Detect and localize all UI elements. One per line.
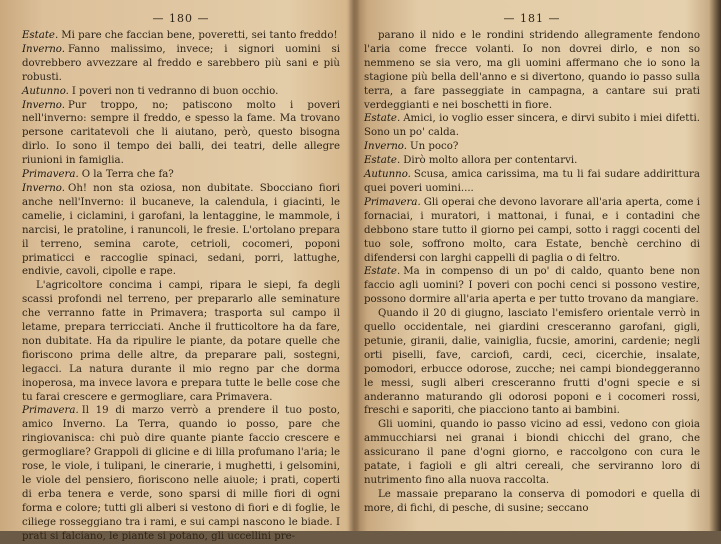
page-body xyxy=(22,29,340,544)
dialogue-paragraph xyxy=(22,168,340,182)
dialogue-paragraph xyxy=(22,29,340,43)
paragraph-text: parano il nido e le rondini stridendo allegramente fendono l'aria come frecce volanti. Io non dovrei dirlo, e non so nemmeno se sia vero, ma gli uomini affermano che io sono la stagione più bella dell'anno e si divertono, quando io passo sulla terra, a fare passeggiate in campagna, a cantare sui prati verdeggianti e nei boschetti in fiore. xyxy=(364,30,700,111)
speaker-name: Autunno. xyxy=(22,85,69,97)
paragraph-text: O la Terra che fa? xyxy=(81,169,174,181)
paragraph-text: Le massaie preparano la conserva di pomodori e quella di more, di fichi, di pesche, di susine; seccano xyxy=(364,488,700,514)
speaker-name: Estate. xyxy=(364,155,401,167)
dialogue-paragraph xyxy=(364,196,700,266)
paragraph-text: Dirò molto allora per contentarvi. xyxy=(403,155,578,167)
paragraph-text: Gli uomini, quando io passo vicino ad essi, vedono con gioia ammucchiarsi nei granai i biondi chicchi del grano, che assicurano il pane d'ogni giorno, e raccolgono con cura le patate, i fagioli e gli altri cereali, che serviranno loro di nutrimento fino alla nuova raccolta. xyxy=(364,419,700,486)
prose-paragraph xyxy=(364,307,700,418)
dialogue-paragraph xyxy=(22,99,340,169)
speaker-name: Primavera. xyxy=(22,169,79,181)
paragraph-text: Fanno malissimo, invece; i signori uomini si dovrebbero avvezzare al freddo e sarebbero più sani e più robusti. xyxy=(22,43,340,83)
paragraph-text: Gli operai che devono lavorare all'aria aperta, come i fornaciai, i muratori, i mattonai, i funai, e i contadini che debbono stare tutto il giorno pei campi, sotto i raggi cocenti del tuo sole, soffrono molto, cara Estate, benchè cerchino di difendersi con larghi cappelli di paglia o di feltro. xyxy=(364,196,700,264)
paragraph-text: L'agricoltore concima i campi, ripara le siepi, fa degli scassi profondi nel terreno, per prepararlo alle seminature che verranno fatte in Primavera; trasporta sul campo il letame, prepara terricciati. Anche il frutticoltore ha da fare, non dubitate. Ha da ripulire le piante, da potare quelle che fioriscono prima delle altre, da preparare pali, sostegni, legacci. La natura durante il mio regno par che dorma inoperosa, ma invece lavora e prepara tutte le belle cose che tu farai crescere e germogliare, cara Primavera. xyxy=(22,280,340,403)
dialogue-paragraph xyxy=(364,112,700,140)
prose-paragraph xyxy=(22,279,340,404)
dialogue-paragraph xyxy=(22,85,340,99)
paragraph-text: Amici, io voglio esser sincera, e dirvi subito i miei difetti. Sono un po' calda. xyxy=(364,113,700,139)
speaker-name: Primavera. xyxy=(364,196,421,208)
page-body xyxy=(364,29,700,516)
speaker-name: Inverno. xyxy=(22,182,65,194)
prose-paragraph xyxy=(364,29,700,112)
paragraph-text: Quando il 20 di giugno, lasciato l'emisfero orientale verrò in quello occidentale, nei giardini cresceranno garofani, gigli, petunie, giranii, dalie, vainiglia, fucsie, amorini, cardenie; negli orti piselli, fave, carciofi, cardi, ceci, cicerchie, insalate, pomodori, erbucce odorose, zucche; nei campi biondeggeranno le messi, sugli alberi cresceranno frutti d'ogni specie e si anderanno maturando gli odorosi poponi e i cocomeri rossi, freschi e saporiti, che piacciono tanto ai bambini. xyxy=(364,308,700,417)
speaker-name: Inverno. xyxy=(22,99,65,111)
speaker-name: Estate. xyxy=(22,30,59,41)
paragraph-text: Il 19 di marzo verrò a prendere il tuo posto, amico Inverno. La Terra, quando io posso, pare che ringiovanisca: chi può dire quante piante faccio crescere e germogliare? Grappoli di glicine e di lilla profumano l'aria; le rose, le viole, i tulipani, le cinerarie, i mughetti, i gelsomini, le viole del pensiero, fioriscono nelle aiuole; i prati, coperti di erba tenera e verde, sono sparsi di mille fiori di ogni forma e colore; tutti gli alberi si vestono di fiori e di foglie, le ciliege rosseggiano tra i rami, e sui campi nascono le biade. I prati si falciano, le piante si potano, gli uccellini pre- xyxy=(22,405,340,542)
paragraph-text: Mi pare che faccian bene, poveretti, sei tanto freddo! xyxy=(61,30,338,41)
dialogue-paragraph xyxy=(364,140,700,154)
paragraph-text: Un poco? xyxy=(410,141,459,153)
dialogue-paragraph xyxy=(364,265,700,307)
paragraph-text: Pur troppo, no; patiscono molto i poveri nell'inverno: sempre il freddo, e spesso la fame. Ma trovano persone caritatevoli che li aiutano, però, questo bisogna dirlo. Io sono il tempo dei balli, dei teatri, delle allegre riunioni in famiglia. xyxy=(22,99,340,167)
paragraph-text: Ma in compenso di un po' di caldo, quanto bene non faccio agli uomini? I poveri con pochi cenci si possono vestire, possono dormire all'aria aperta e per tutto trovano da mangiare. xyxy=(364,266,700,306)
page-number: — 181 — xyxy=(503,12,561,25)
speaker-name: Primavera. xyxy=(22,405,79,417)
speaker-name: Autunno. xyxy=(364,169,411,181)
prose-paragraph xyxy=(364,488,700,516)
page-edge-shadow xyxy=(709,0,721,531)
dialogue-paragraph xyxy=(22,43,340,85)
dialogue-paragraph xyxy=(22,404,340,543)
prose-paragraph xyxy=(364,418,700,488)
paragraph-text: Scusa, amica carissima, ma tu li fai sudare addirittura quei poveri uomini.... xyxy=(364,169,700,194)
speaker-name: Inverno. xyxy=(22,43,65,55)
dialogue-paragraph xyxy=(364,168,700,196)
right-page xyxy=(358,0,708,531)
paragraph-text: I poveri non ti vedranno di buon occhio. xyxy=(71,85,279,97)
dialogue-paragraph xyxy=(22,182,340,279)
speaker-name: Estate. xyxy=(364,266,401,278)
speaker-name: Estate. xyxy=(364,113,401,125)
paragraph-text: Oh! non sta oziosa, non dubitate. Sbocciano fiori anche nell'Inverno: il bucaneve, la calendula, i giacinti, le camelie, i ciclamini, i garofani, la lentaggine, le mammole, i narcisi, le pratoline, i ranuncoli, le fresie. L'ortolano prepara il terreno, semina carote, cetrioli, cocomeri, poponi primaticci e raccoglie spinaci, sedani, porri, lattughe, endivie, cavoli, cipolle e rape. xyxy=(22,182,340,278)
page-number: — 180 — xyxy=(152,12,210,25)
speaker-name: Inverno. xyxy=(364,141,407,153)
dialogue-paragraph xyxy=(364,154,700,168)
left-page xyxy=(0,0,352,542)
